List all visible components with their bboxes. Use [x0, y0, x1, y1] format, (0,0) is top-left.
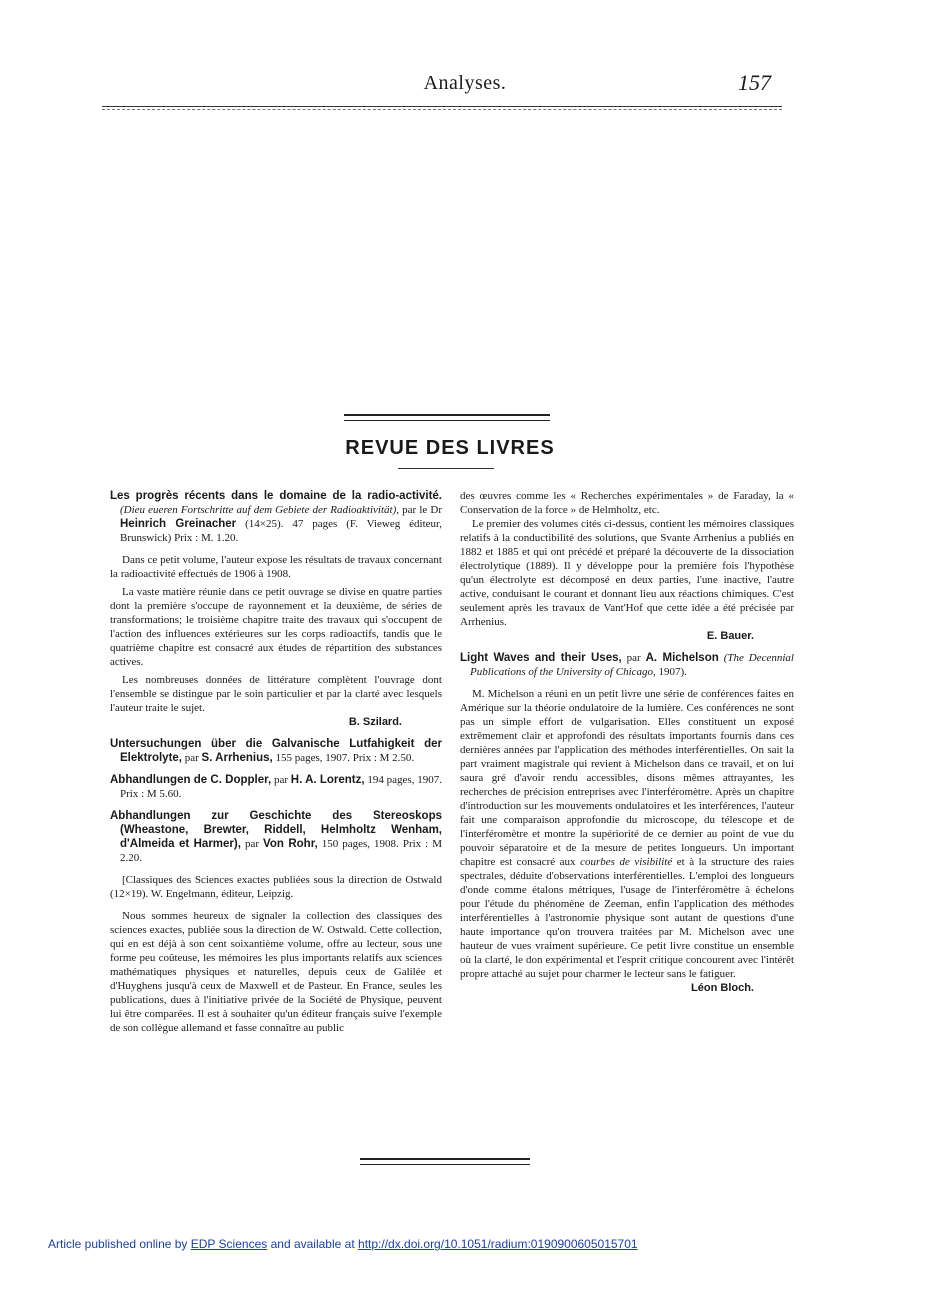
book-details: 155 pages, 1907. Prix : M 2.50.	[275, 752, 415, 764]
review-paragraph: Les nombreuses données de littérature complètent l'ouvrage dont l'ensemble se distingue par le soin particulier et par la clarté avec lesquels l'auteur traite le sujet.	[110, 674, 442, 714]
review-paragraph: des œuvres comme les « Recherches expérimentales » de Faraday, la « Conservation de la force » de Helmholtz, etc.	[460, 490, 794, 516]
footer-middle: and available at	[270, 1237, 355, 1251]
author-prefix: par	[626, 652, 641, 664]
book-title: Untersuchungen über die Galvanische Lutfahigkeit der Elektrolyte,	[110, 738, 442, 764]
book-title: Light Waves and their Uses,	[460, 652, 622, 664]
section-underline	[398, 468, 494, 469]
footer-prefix: Article published online by	[48, 1237, 188, 1251]
review-paragraph	[460, 687, 794, 981]
review-text: et à la structure des raies spectrales, déduite d'observations interférentielles. L'emploi des longueurs d'onde comme étalons métriques, l'usage de l'interféromètre à échelons pour l'étude du phénomène de Zeeman, enfin l'application des méthodes interférentielles à l'astronomie physique sont autant de questions d'une haute importance qu'on trouvera traitées par M. Michelson avec une hauteur de vues vraiment supérieure. Ce petit livre constitue un ensemble où la clarté, le don expérimental et l'esprit critique concourent avec l'intérêt propre attaché au sujet pour charmer le lecteur sans le fatiguer.	[460, 856, 795, 980]
review-paragraph: Le premier des volumes cités ci-dessus, contient les mémoires classiques relatifs à la conductibilité des solutions, que Svante Arrhenius a publiés en 1882 et 1885 et qui ont précédé et préparé la découverte de la dissociation électrolytique (1889). Il y développe pour la première fois l'hypothèse qu'un électrolyte est décomposé en deux parties, l'une inactive, l'autre active, conduisant le courant et donnant lieu aux réactions chimiques. C'est seulement après les travaux de Vant'Hof que cette idée a été précisée par Arrhenius.	[460, 518, 794, 628]
author-prefix: par	[273, 774, 288, 786]
book-details: 194 pages, 1907. Prix : M 5.60.	[120, 774, 442, 800]
review-entry-head	[460, 651, 794, 679]
header-rule	[102, 106, 782, 110]
book-details: (14×25). 47 pages (F. Vieweg éditeur, Brunswick) Prix : M. 1.20.	[120, 518, 442, 544]
review-entry-head	[110, 737, 442, 765]
book-author: Heinrich Greinacher	[120, 518, 237, 530]
book-year: 1907).	[658, 666, 687, 678]
review-text-italic: courbes de visibilité	[580, 856, 673, 868]
collection-note: [Classiques des Sciences exactes publiées sous la direction de Ostwald (12×19). W. Engelmann, éditeur, Leipzig.	[110, 874, 442, 900]
author-prefix: par le Dr	[402, 504, 443, 516]
right-column	[460, 489, 794, 995]
review-entry-head	[110, 773, 442, 801]
review-entry-head	[110, 809, 442, 865]
section-title: REVUE DES LIVRES	[345, 437, 555, 459]
reviewer-signature: E. Bauer.	[706, 630, 754, 642]
book-title: Abhandlungen zur Geschichte des Stereoskops (Wheastone, Brewter, Riddell, Helmholtz Wenham, d'Almeida et Harmer),	[110, 810, 442, 850]
publication-footer	[48, 1237, 638, 1251]
review-paragraph: Nous sommes heureux de signaler la collection des classiques des sciences exactes, publiée sous la direction de W. Ostwald. Cette collection, qui en est déjà à son cent soixantième volume, offre au lecteur, sous une forme peu coûteuse, les mémoires les plus importants relatifs aux sciences mathématiques physiques et naturelles, depuis ceux de Galilée et d'Huyghens jusqu'à ceux de Maxwell et de Pasteur. En France, seules les publications, dues à l'initiative privée de la Société de Physique, peuvent lui être comparées. Il est à souhaiter qu'un éditeur français suive l'exemple de son collègue allemand et fasse connaître au public	[110, 910, 442, 1034]
running-head-title: Analyses.	[423, 72, 507, 94]
review-paragraph: La vaste matière réunie dans ce petit ouvrage se divise en quatre parties dont la première s'occupe de rayonnement et la deuxième, de séries de transformations; le troisième chapitre traite des travaux qui s'occupent de l'action des influences extérieures sur les corps radioactifs, tandis que le quatrième chapitre est consacré aux études de répartition des substances actives.	[110, 586, 442, 668]
left-column	[110, 489, 442, 1035]
doi-link[interactable]: http://dx.doi.org/10.1051/radium:0190900605015701	[358, 1237, 638, 1251]
book-title: Abhandlungen de C. Doppler,	[110, 774, 272, 786]
book-author: A. Michelson	[645, 652, 719, 664]
end-rule	[360, 1158, 530, 1165]
publisher-link[interactable]: EDP Sciences	[190, 1237, 268, 1251]
book-subtitle: (Dieu eueren Fortschritte auf dem Gebiete der Radioaktivität),	[120, 504, 400, 516]
book-author: H. A. Lorentz,	[290, 774, 365, 786]
author-prefix: par	[184, 752, 199, 764]
book-author: S. Arrhenius,	[201, 752, 273, 764]
section-top-rule	[344, 414, 550, 421]
book-details: 150 pages, 1908. Prix : M 2.20.	[120, 838, 443, 864]
reviewer-signature: B. Szilard.	[348, 716, 402, 728]
author-prefix: par	[244, 838, 259, 850]
reviewer-signature: Léon Bloch.	[691, 982, 754, 994]
page-number: 157	[738, 70, 771, 95]
review-text: M. Michelson a réuni en un petit livre une série de conférences faites en Amérique sur la théorie ondulatoire de la lumière. Ces conférences ne sont pas un simple effort de vulgarisation. Elles constituent un exposé extrêmement clair et approfondi des résultats importants fournis dans ces dernières années par l'application des méthodes interférentielles. On sait la part vraiment magistrale qui revient à Michelson dans ce travail, et on lui saura gré d'avoir rendu accessibles, disons mêmes attrayantes, les recherches de précision entreprises avec l'interféromètre. Après un chapitre d'introduction sur les mouvements ondulatoires et les interférences, l'auteur fait une comparaison approfondie du microscope, du télescope et de l'interféromètre et montre la supériorité de ce dernier au point de vue du pouvoir séparatoire et de la mesure de petites longueurs. Un important chapitre est consacré aux	[460, 688, 794, 868]
review-entry-head	[110, 489, 442, 545]
book-title: Les progrès récents dans le domaine de la radio-activité.	[110, 490, 442, 502]
review-paragraph: Dans ce petit volume, l'auteur expose les résultats de travaux concernant la radioactivité effectués de 1906 à 1908.	[110, 554, 442, 580]
book-subtitle: (The Decennial Publications of the University of Chicago,	[470, 652, 794, 678]
book-author: Von Rohr,	[263, 838, 318, 850]
